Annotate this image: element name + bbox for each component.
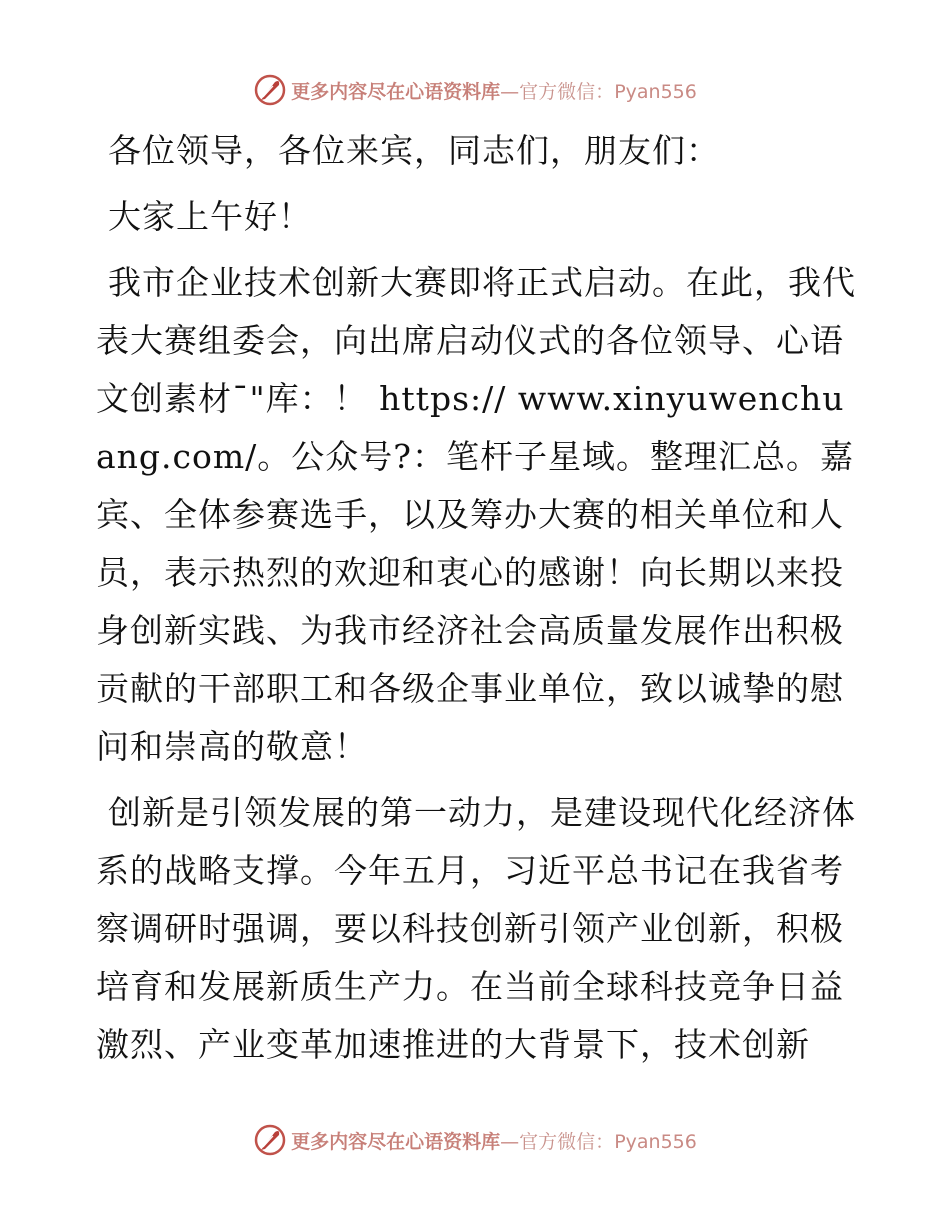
watermark-dash: — [500,1130,520,1153]
salutation: 各位领导，各位来宾，同志们，朋友们： [108,131,720,170]
watermark-wechat-id: Pyan556 [614,1130,697,1153]
body-paragraph-1: 我市企业技术创新大赛即将正式启动。在此，我代表大赛组委会，向出席启动仪式的各位领导、心语文创素材¯"库：！ https:// www.xinyuwenchuang.com/。公众号?：笔杆子星域。整理汇总。嘉宾、全体参赛选手，以及筹办大赛的相关单位和人员，表示热烈的欢迎和衷心的感谢！向长期以来投身创新实践、为我市经济社会高质量发展作出积极贡献的干部职工和各级企事业单位，致以诚挚的慰问和崇高的敬意！ [96,263,856,766]
footer-watermark-banner [0,1120,950,1160]
quill-logo-icon [253,1123,287,1157]
watermark-brand: 更多内容尽在心语资料库 [291,1130,501,1153]
greeting: 大家上午好！ [108,197,312,236]
watermark-official-label: 官方微信： [519,1130,615,1153]
watermark-text [291,77,697,104]
watermark-wechat-id: Pyan556 [614,80,697,103]
watermark-dash: — [500,80,520,103]
watermark-brand: 更多内容尽在心语资料库 [291,80,501,103]
quill-logo-icon [253,73,287,107]
document-body [96,122,856,1082]
body-paragraph-2: 创新是引领发展的第一动力，是建设现代化经济体系的战略支撑。今年五月，习近平总书记在我省考察调研时强调，要以科技创新引领产业创新，积极培育和发展新质生产力。在当前全球科技竞争日益激烈、产业变革加速推进的大背景下，技术创新 [96,793,856,1064]
header-watermark-banner [0,70,950,110]
watermark-official-label: 官方微信： [519,80,615,103]
watermark-text [291,1127,697,1154]
